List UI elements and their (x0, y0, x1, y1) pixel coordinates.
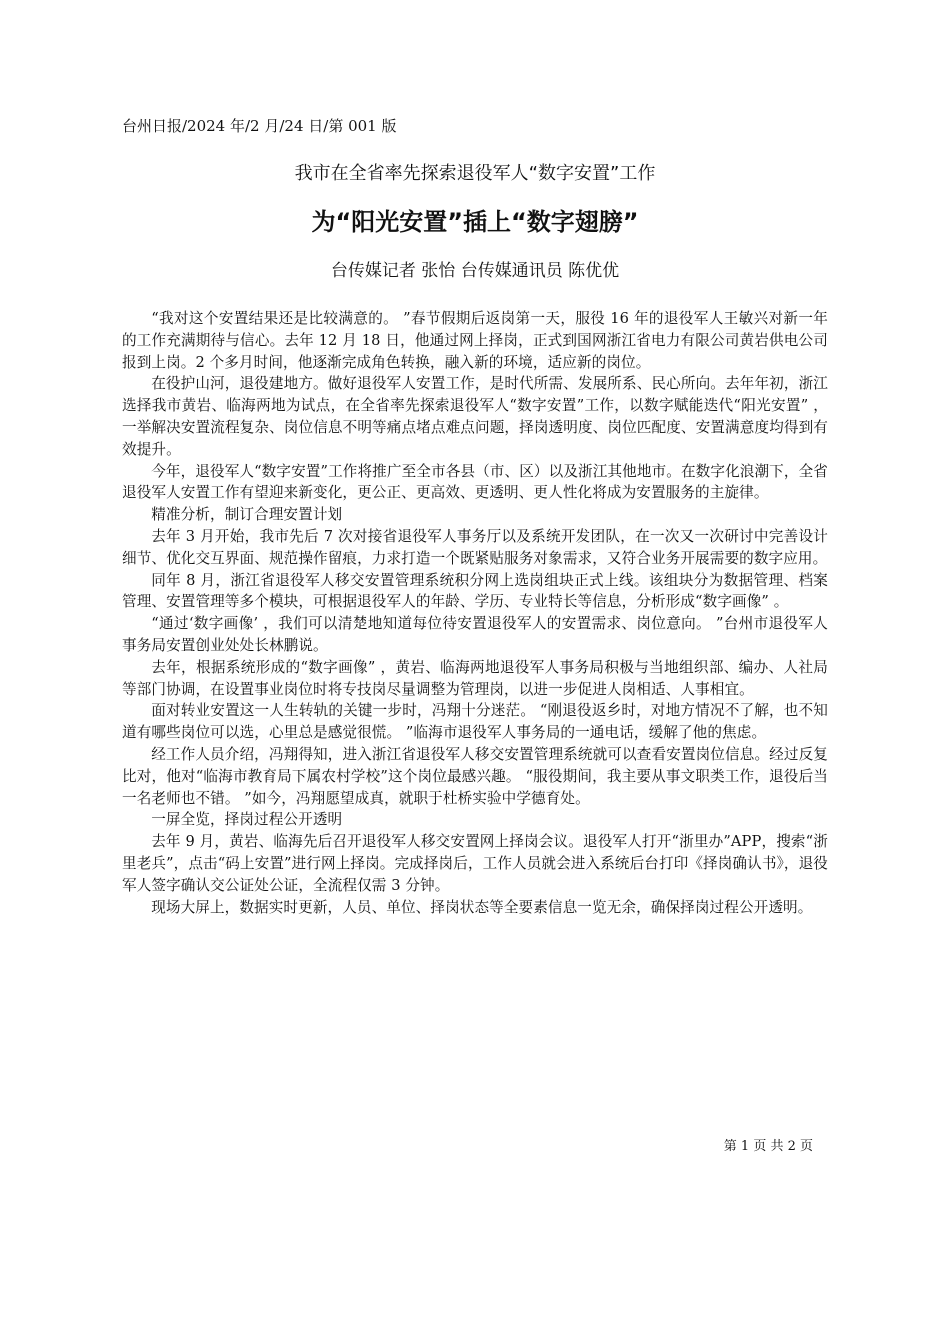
paragraph: “我对这个安置结果还是比较满意的。 ”春节假期后返岗第一天，服役 16 年的退役军人王敏兴对新一年的工作充满期待与信心。去年 12 月 18 日，他通过网上择岗，正式到国网浙江省电力有限公司黄岩供电公司报到上岗。2 个多月时间，他逐渐完成角色转换，融入新的环境，适应新的岗位。 (122, 310, 828, 371)
source-line: 台州日报/2024 年/2 月/24 日/第 001 版 (122, 117, 397, 135)
section-heading: 精准分析，制订合理安置计划 (151, 506, 343, 524)
paragraph: 经工作人员介绍，冯翔得知，进入浙江省退役军人移交安置管理系统就可以查看安置岗位信息。经过反复比对，他对“临海市教育局下属农村学校”这个岗位最感兴趣。 “服役期间，我主要从事文职类工作，退役后当一名老师也不错。 ”如今，冯翔愿望成真，就职于杜桥实验中学德育处。 (122, 745, 828, 807)
paragraph: 去年 3 月开始，我市先后 7 次对接省退役军人事务厅以及系统开发团队，在一次又一次研讨中完善设计细节、优化交互界面、规范操作留痕，力求打造一个既紧贴服务对象需求，又符合业务开展需要的数字应用。 (122, 527, 828, 567)
paragraph: 今年，退役军人“数字安置”工作将推广至全市各县（市、区）以及浙江其他地市。在数字化浪潮下，全省退役军人安置工作有望迎来新变化，更公正、更高效、更透明、更人性化将成为安置服务的主旋律。 (122, 462, 828, 502)
byline: 台传媒记者 张怡 台传媒通讯员 陈优优 (330, 261, 620, 281)
article-body (122, 308, 828, 918)
paragraph: “通过‘数字画像’ ，我们可以清楚地知道每位待安置退役军人的安置需求、岗位意向。 ”台州市退役军人事务局安置创业处处长林鹏说。 (122, 615, 828, 654)
article-title: 为“阳光安置”插上“数字翅膀” (311, 208, 639, 236)
paragraph: 去年，根据系统形成的“数字画像” ，黄岩、临海两地退役军人事务局积极与当地组织部、编办、人社局等部门协调，在设置事业岗位时将专技岗尽量调整为管理岗，以进一步促进人岗相适、人事相宜。 (122, 658, 828, 698)
page-number: 第 1 页 共 2 页 (723, 1139, 813, 1154)
article-subtitle: 我市在全省率先探索退役军人“数字安置”工作 (294, 163, 656, 184)
section-heading: 一屏全览，择岗过程公开透明 (151, 811, 343, 829)
paragraph: 同年 8 月，浙江省退役军人移交安置管理系统积分网上选岗组块正式上线。该组块分为数据管理、档案管理、安置管理等多个模块，可根据退役军人的年龄、学历、专业特长等信息，分析形成“数字画像” 。 (122, 571, 828, 611)
paragraph: 去年 9 月，黄岩、临海先后召开退役军人移交安置网上择岗会议。退役军人打开“浙里办”APP，搜索“浙里老兵”，点击“码上安置”进行网上择岗。完成择岗后，工作人员就会进入系统后台打印《择岗确认书》，退役军人签字确认交公证处公证，全流程仅需 3 分钟。 (122, 833, 828, 894)
paragraph: 现场大屏上，数据实时更新，人员、单位、择岗状态等全要素信息一览无余，确保择岗过程公开透明。 (151, 898, 813, 916)
paragraph: 面对转业安置这一人生转轨的关键一步时，冯翔十分迷茫。 “刚退役返乡时，对地方情况不了解，也不知道有哪些岗位可以选，心里总是感觉很慌。 ”临海市退役军人事务局的一通电话，缓解了他的焦虑。 (122, 702, 828, 742)
paragraph: 在役护山河，退役建地方。做好退役军人安置工作，是时代所需、发展所系、民心所向。去年年初，浙江选择我市黄岩、临海两地为试点，在全省率先探索退役军人“数字安置”工作，以数字赋能迭代“阳光安置” ，一举解决安置流程复杂、岗位信息不明等痛点堵点难点问题，择岗透明度、岗位匹配度、安置满意度均得到有效提升。 (122, 375, 828, 458)
